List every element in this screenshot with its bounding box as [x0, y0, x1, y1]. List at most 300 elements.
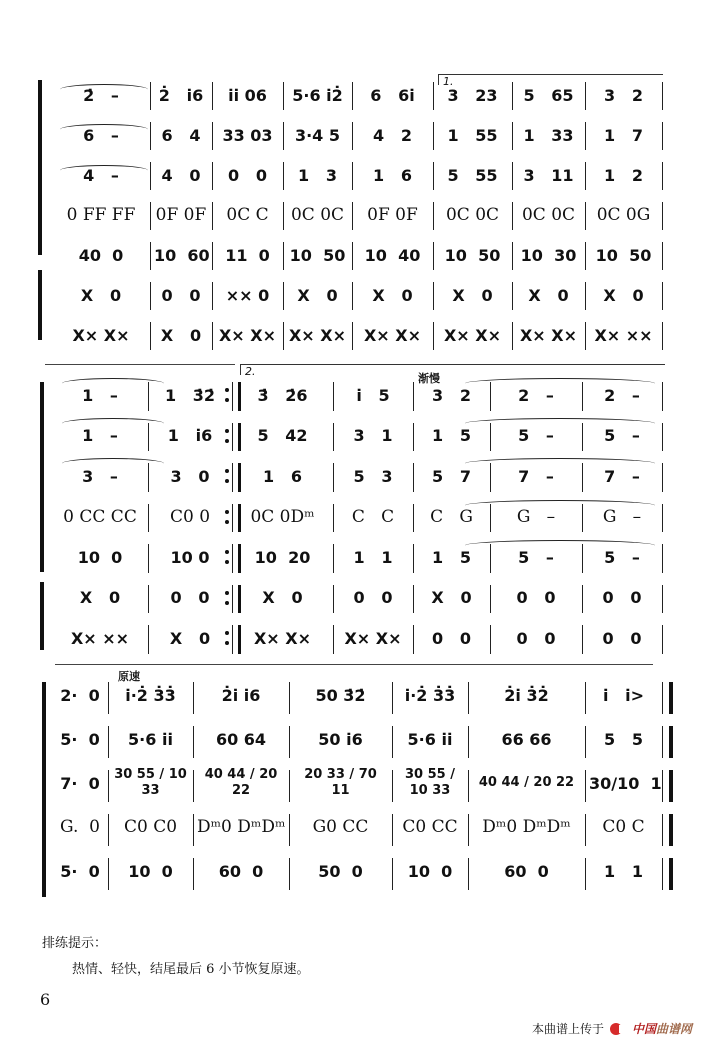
measure-melody-1: 50 3̇2̇ [315, 685, 366, 705]
barline [490, 504, 491, 533]
measure-percussion-2: X× X× [363, 325, 422, 345]
measure-melody-3: 7 – [518, 466, 554, 486]
measure-melody-2: 1 55 [447, 125, 498, 145]
upload-text: 本曲谱上传于 [531, 1022, 604, 1036]
measure-chords: 0C 0G [596, 205, 651, 225]
barline [662, 504, 663, 533]
measure-melody-1: 2 – [604, 385, 640, 405]
measure-bass: 40 0 [78, 245, 124, 265]
measure-melody-1: i̇ 5 [356, 385, 390, 405]
measure-melody-2: 1 33 [523, 125, 574, 145]
barline [352, 122, 353, 150]
barline [289, 858, 290, 890]
barline [150, 82, 151, 110]
repeat-barline [232, 585, 241, 614]
barline [490, 463, 491, 492]
repeat-dots [225, 540, 229, 574]
measure-bass: 10 40 [364, 245, 421, 265]
measure-percussion-2: X× X× [344, 628, 402, 648]
measure-percussion-2: X× ×× [70, 628, 130, 648]
measure-melody-3: 0 0 [228, 165, 267, 185]
measure-melody-3: 30 55 / 10 33 [405, 767, 455, 798]
tempo-mark-a-tempo: 原速 [118, 670, 140, 683]
barline [148, 625, 149, 654]
measure-chords: 0C 0Dᵐ [250, 506, 315, 527]
measure-melody-3: 1 6 [373, 165, 412, 185]
barline [512, 242, 513, 270]
measure-bass: 10 0 [128, 861, 173, 881]
measure-melody-1: 2̇i̇ i̇6 [221, 685, 261, 705]
barline [662, 82, 663, 110]
measure-melody-1: 2 – [518, 385, 554, 405]
measure-melody-3: 7 – [604, 466, 640, 486]
measure-melody-1: 3 2 [604, 85, 643, 105]
barline [490, 382, 491, 411]
measure-percussion-2: X× X× [519, 325, 578, 345]
measure-chords: C0 0 [169, 506, 211, 527]
barline [512, 282, 513, 310]
measure-chords: 0F 0F [155, 205, 207, 225]
barline [150, 202, 151, 230]
measure-percussion-2: 0 0 [516, 628, 556, 648]
barline [490, 625, 491, 654]
barline [468, 726, 469, 758]
repeat-barline [232, 382, 241, 411]
system-bracket [38, 80, 42, 255]
measure-melody-2: 1 i̇6 [167, 426, 213, 445]
barline [289, 682, 290, 714]
barline [212, 282, 213, 310]
measure-percussion-2: X× X× [72, 325, 130, 345]
barline [413, 625, 414, 654]
measure-percussion-1: X 0 [528, 285, 569, 305]
measure-melody-1: 2̇ i̇6 [158, 85, 204, 105]
barline [150, 242, 151, 270]
barline [585, 726, 586, 758]
measure-bass: 10 0 [170, 547, 210, 567]
measure-melody-2: 3·4 5 [294, 125, 341, 145]
measure-bass: 5 – [518, 547, 554, 567]
barline [333, 544, 334, 573]
measure-melody-1: 2· 0 [60, 685, 100, 705]
measure-melody-2: 1 – [82, 426, 118, 445]
measure-bass: 60 0 [504, 861, 549, 881]
measure-melody-2: 5·6 i̇i̇ [407, 729, 453, 749]
measure-chords: C C [351, 506, 395, 527]
percussion-bracket [38, 270, 42, 340]
measure-melody-2: 6 4 [161, 125, 201, 145]
tempo-mark-ritardando: 渐慢 [418, 372, 440, 385]
measure-bass: 60 0 [218, 861, 264, 881]
measure-bass: 5 – [604, 547, 640, 567]
measure-percussion-1: X 0 [431, 588, 472, 607]
barline [212, 242, 213, 270]
barline [433, 282, 434, 310]
measure-bass: 10 0 [407, 861, 453, 881]
barline [662, 423, 663, 452]
barline [352, 162, 353, 190]
barline [512, 322, 513, 350]
measure-melody-2: 6 – [83, 125, 119, 145]
measure-bass: 10 20 [254, 547, 311, 567]
barline [662, 122, 663, 150]
measure-melody-2: 4 2 [373, 125, 412, 145]
barline [413, 423, 414, 452]
barline [108, 726, 109, 758]
measure-chords: 0C 0C [290, 205, 345, 225]
barline [512, 162, 513, 190]
barline [150, 162, 151, 190]
measure-melody-1: i̇·2̇ 3̇3̇ [404, 685, 456, 705]
barline [289, 814, 290, 846]
measure-melody-3: 1 3 [298, 165, 337, 185]
barline [150, 282, 151, 310]
barline [413, 585, 414, 614]
barline [468, 814, 469, 846]
repeat-dots [225, 459, 229, 493]
barline [283, 122, 284, 150]
measure-percussion-1: X 0 [452, 285, 493, 305]
barline [490, 544, 491, 573]
measure-percussion-1: X 0 [372, 285, 413, 305]
system-bracket [40, 382, 44, 572]
rehearsal-hint-title: 排练提示： [42, 936, 108, 951]
measure-melody-1: 2̇ – [83, 85, 119, 105]
measure-chords: 0C 0C [445, 205, 500, 225]
page-number: 6 [40, 990, 51, 1009]
barline [333, 382, 334, 411]
barline [585, 122, 586, 150]
measure-percussion-1: 0 0 [516, 588, 556, 607]
measure-melody-3: 5 7 [432, 466, 471, 486]
measure-bass: 1 5 [432, 547, 471, 567]
measure-percussion-2: X× X× [443, 325, 502, 345]
barline [392, 814, 393, 846]
measure-melody-3: 3 11 [523, 165, 574, 185]
measure-melody-2: 33 03 [222, 125, 273, 145]
barline [512, 122, 513, 150]
barline [212, 122, 213, 150]
measure-bass: 1 1 [604, 861, 643, 881]
volta-bracket-1: 1. [438, 74, 663, 85]
barline [662, 382, 663, 411]
system-bracket [42, 682, 46, 897]
barline [333, 585, 334, 614]
measure-percussion-1: X 0 [80, 285, 122, 305]
final-barline [662, 726, 673, 758]
final-barline [662, 814, 673, 846]
measure-melody-1: 5·6 i̇2̇ [292, 85, 343, 105]
barline [108, 682, 109, 714]
measure-percussion-1: 0 0 [353, 588, 393, 607]
barline [333, 625, 334, 654]
barline [585, 858, 586, 890]
measure-melody-3: 5 55 [447, 165, 498, 185]
barline [212, 82, 213, 110]
measure-chords: C0 C0 [123, 817, 178, 837]
barline [468, 770, 469, 802]
measure-melody-1: 1 3̇2̇ [164, 385, 216, 405]
measure-bass: 5· 0 [60, 861, 100, 881]
barline [585, 162, 586, 190]
measure-melody-1: 3 2 [432, 385, 471, 405]
barline [468, 858, 469, 890]
measure-bass: 11 0 [225, 245, 270, 265]
measure-bass: 1 1 [353, 547, 393, 567]
barline [333, 423, 334, 452]
measure-melody-1: 1 – [82, 385, 118, 405]
site-name-part-1: 中国 [631, 1022, 656, 1036]
barline [433, 82, 434, 110]
barline [433, 162, 434, 190]
measure-melody-1: i̇·2̇ 3̇3̇ [125, 685, 176, 705]
barline [662, 202, 663, 230]
final-barline [662, 770, 673, 802]
measure-melody-2: 5 – [604, 426, 640, 445]
measure-percussion-1: ×× 0 [225, 285, 270, 305]
phrase-line [55, 664, 653, 665]
measure-percussion-2: X 0 [160, 325, 202, 345]
barline [392, 770, 393, 802]
barline [193, 726, 194, 758]
measure-percussion-1: X 0 [297, 285, 338, 305]
measure-percussion-2: X× X× [218, 325, 277, 345]
barline [582, 423, 583, 452]
measure-melody-2: 1 7 [604, 125, 643, 145]
barline [150, 322, 151, 350]
barline [108, 814, 109, 846]
measure-melody-2: 5·6 i̇i̇ [128, 729, 173, 749]
measure-melody-2: 1 5 [432, 426, 471, 445]
measure-chords: G – [516, 506, 556, 527]
measure-percussion-2: X 0 [169, 628, 211, 648]
measure-bass: 50 0 [318, 861, 363, 881]
measure-melody-1: 2̇i̇ 3̇2̇ [504, 685, 549, 705]
measure-percussion-2: X× X× [253, 628, 312, 648]
barline [193, 770, 194, 802]
percussion-bracket [40, 582, 44, 650]
barline [413, 382, 414, 411]
barline [283, 82, 284, 110]
measure-percussion-1: X 0 [79, 588, 121, 607]
repeat-dots [225, 419, 229, 453]
barline [662, 322, 663, 350]
barline [148, 463, 149, 492]
measure-chords: 0 CC CC [63, 506, 137, 527]
barline [352, 242, 353, 270]
measure-melody-3: 30/10 1 [589, 773, 662, 793]
barline [662, 625, 663, 654]
measure-chords: 0C C [226, 205, 269, 225]
measure-chords: C G [430, 506, 473, 527]
measure-melody-2: 5 42 [257, 426, 308, 445]
barline [283, 202, 284, 230]
measure-chords: Dᵐ0 DᵐDᵐ [197, 817, 286, 837]
repeat-dots [225, 500, 229, 534]
repeat-barline [232, 544, 241, 573]
measure-melody-2: 50 i̇6 [318, 729, 363, 749]
measure-melody-2: 5· 0 [60, 729, 100, 749]
barline [392, 682, 393, 714]
measure-chords: G – [602, 506, 642, 527]
barline [662, 242, 663, 270]
measure-percussion-2: X× X× [288, 325, 347, 345]
barline [283, 282, 284, 310]
measure-melody-2: 5 5 [604, 729, 643, 749]
barline [490, 585, 491, 614]
volta-extension-line [45, 364, 235, 365]
measure-bass: 10 50 [595, 245, 652, 265]
barline [193, 814, 194, 846]
barline [392, 726, 393, 758]
measure-melody-3: 5 3 [353, 466, 393, 486]
measure-melody-1: 6 6i̇ [370, 85, 415, 105]
barline [352, 202, 353, 230]
measure-chords: G. 0 [59, 817, 100, 837]
measure-melody-1: 3 23 [447, 85, 498, 105]
measure-melody-3: 40 44 / 20 22 [204, 767, 278, 798]
barline [333, 504, 334, 533]
measure-melody-1: 3̇ 2̇6 [257, 385, 308, 405]
repeat-dots [225, 621, 229, 655]
barline [333, 463, 334, 492]
barline [585, 682, 586, 714]
barline [413, 544, 414, 573]
barline [148, 544, 149, 573]
barline [413, 504, 414, 533]
barline [582, 382, 583, 411]
repeat-barline [232, 504, 241, 533]
measure-melody-3: 4 – [83, 165, 119, 185]
final-barline [662, 858, 673, 890]
barline [585, 242, 586, 270]
site-logo-icon [610, 1022, 626, 1036]
barline [585, 202, 586, 230]
barline [662, 544, 663, 573]
barline [433, 202, 434, 230]
barline [352, 82, 353, 110]
barline [413, 463, 414, 492]
volta-bracket-2: 2. [240, 364, 665, 375]
measure-bass: 10 0 [77, 547, 123, 567]
barline [283, 322, 284, 350]
measure-melody-3: 30 55 / 10 33 [114, 767, 187, 798]
barline [512, 202, 513, 230]
site-name-part-2: 曲谱网 [655, 1022, 692, 1036]
measure-melody-3: 3 – [82, 466, 118, 486]
barline [582, 625, 583, 654]
measure-chords: C0 CC [402, 817, 458, 837]
measure-bass: 10 50 [289, 245, 346, 265]
measure-bass: 10 60 [154, 245, 210, 265]
barline [585, 814, 586, 846]
barline [512, 82, 513, 110]
measure-percussion-2: X× ×× [594, 325, 653, 345]
measure-melody-2: 66 66 [501, 729, 552, 749]
repeat-barline [232, 423, 241, 452]
measure-melody-3: 1 6 [263, 466, 302, 486]
barline [148, 504, 149, 533]
measure-melody-1: 5 65 [523, 85, 574, 105]
barline [289, 726, 290, 758]
barline [148, 423, 149, 452]
barline [662, 463, 663, 492]
barline [433, 242, 434, 270]
measure-melody-1: i̇i̇ 06 [228, 85, 267, 105]
repeat-barline [232, 463, 241, 492]
barline [283, 162, 284, 190]
barline [582, 463, 583, 492]
barline [582, 504, 583, 533]
rehearsal-hint-body: 热情、轻快，结尾最后 6 小节恢复原速。 [72, 962, 310, 977]
barline [585, 282, 586, 310]
barline [193, 858, 194, 890]
measure-melody-3: 3 0 [170, 466, 210, 486]
measure-percussion-1: 0 0 [170, 588, 210, 607]
measure-melody-1: i̇ i̇> [602, 685, 645, 705]
measure-bass: 10 30 [520, 245, 577, 265]
barline [283, 242, 284, 270]
measure-percussion-1: X 0 [603, 285, 644, 305]
barline [352, 322, 353, 350]
measure-melody-3: 4 0 [161, 165, 201, 185]
measure-melody-3: 20 33 / 70 11 [304, 767, 377, 798]
barline [212, 322, 213, 350]
barline [352, 282, 353, 310]
barline [433, 122, 434, 150]
measure-bass: 10 50 [444, 245, 501, 265]
measure-chords: 0 FF FF [66, 205, 136, 225]
barline [662, 585, 663, 614]
measure-percussion-1: 0 0 [602, 588, 642, 607]
barline [582, 544, 583, 573]
measure-percussion-2: 0 0 [602, 628, 642, 648]
barline [662, 282, 663, 310]
measure-chords: G0 CC [312, 817, 369, 837]
measure-chords: Dᵐ0 DᵐDᵐ [482, 817, 571, 837]
measure-melody-3: 1 2 [604, 165, 643, 185]
measure-chords: 0C 0C [521, 205, 576, 225]
barline [150, 122, 151, 150]
barline [108, 858, 109, 890]
barline [193, 682, 194, 714]
measure-chords: 0F 0F [367, 205, 418, 225]
measure-chords: C0 C [602, 817, 645, 837]
upload-footer [532, 1020, 692, 1037]
barline [662, 162, 663, 190]
barline [289, 770, 290, 802]
barline [148, 382, 149, 411]
barline [585, 322, 586, 350]
barline [490, 423, 491, 452]
barline [212, 162, 213, 190]
barline [585, 770, 586, 802]
measure-percussion-2: 0 0 [432, 628, 471, 648]
measure-melody-2: 60 64 [215, 729, 267, 749]
barline [392, 858, 393, 890]
measure-percussion-1: X 0 [262, 588, 303, 607]
barline [148, 585, 149, 614]
measure-percussion-1: 0 0 [161, 285, 201, 305]
barline [585, 82, 586, 110]
barline [582, 585, 583, 614]
barline [108, 770, 109, 802]
measure-melody-3: 7· 0 [60, 773, 100, 793]
repeat-dots [225, 581, 229, 615]
measure-melody-2: 3 1 [353, 426, 393, 445]
final-barline [662, 682, 673, 714]
measure-melody-3: 40 44 / 20 22 [478, 775, 575, 790]
